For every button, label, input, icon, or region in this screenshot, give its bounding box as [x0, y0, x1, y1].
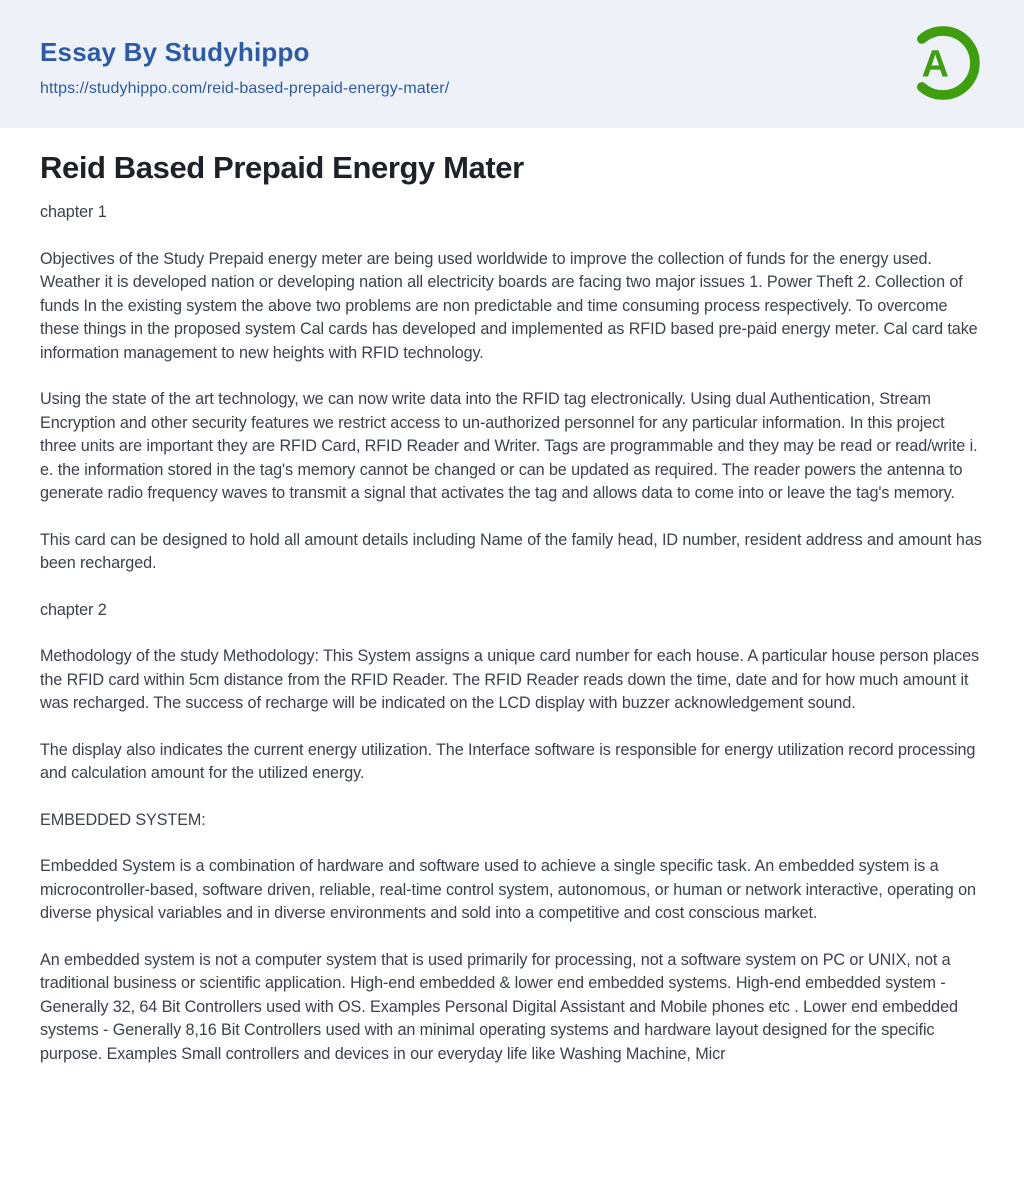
- studyhippo-logo: [900, 20, 984, 106]
- essay-url-link[interactable]: https://studyhippo.com/reid-based-prepaid-energy-mater/: [40, 79, 450, 97]
- essay-paragraph: Objectives of the Study Prepaid energy meter are being used worldwide to improve the collection of funds for the energy used. Weather it is developed nation or developing nation all electricity boards are facing two major issues 1. Power Theft 2. Collection of funds In the existing system the above two problems are non predictable and time consuming process respectively. To overcome these things in the proposed system Cal cards has developed and implemented as RFID based pre-paid energy meter. Cal card take information management to new heights with RFID technology.: [40, 249, 978, 362]
- essay-paragraph: This card can be designed to hold all amount details including Name of the family head, ID number, resident address and amount has been recharged.: [40, 530, 982, 573]
- essay-content: [0, 128, 1024, 1066]
- site-brand: Essay By Studyhippo: [40, 37, 310, 67]
- chapter-label: chapter 2: [40, 600, 107, 619]
- page-header: [0, 0, 1024, 128]
- logo-arc-icon: [900, 20, 984, 106]
- chapter-label: chapter 1: [40, 203, 107, 222]
- essay-paragraph: Embedded System is a combination of hardware and software used to achieve a single specific task. An embedded system is a microcontroller-based, software driven, reliable, real-time control system, autonomous, or human or network interactive, operating on diverse physical variables and in diverse environments and sold into a competitive and cost conscious market.: [40, 857, 976, 923]
- section-heading: EMBEDDED SYSTEM:: [40, 810, 206, 829]
- essay-paragraph: Methodology of the study Methodology: This System assigns a unique card number for each house. A particular house person places the RFID card within 5cm distance from the RFID Reader. The RFID Reader reads down the time, date and for how much amount it was recharged. The success of recharge will be indicated on the LCD display with buzzer acknowledgement sound.: [40, 647, 980, 713]
- essay-paragraph: Using the state of the art technology, we can now write data into the RFID tag electronically. Using dual Authentication, Stream Encryption and other security features we restrict access to un-authorized personnel for any particular information. In this project three units are important they are RFID Card, RFID Reader and Writer. Tags are programmable and they may be read or read/write i. e. the information stored in the tag's memory cannot be changed or can be updated as required. The reader powers the antenna to generate radio frequency waves to transmit a signal that activates the tag and allows data to come into or leave the tag's memory.: [40, 390, 978, 503]
- logo-letter: A: [921, 43, 949, 86]
- essay-paragraph: An embedded system is not a computer system that is used primarily for processing, not a software system on PC or UNIX, not a traditional business or scientific application. High-end embedded & lower end embedded systems. High-end embedded system - Generally 32, 64 Bit Controllers used with OS. Examples Personal Digital Assistant and Mobile phones etc . Lower end embedded systems - Generally 8,16 Bit Controllers used with an minimal operating systems and hardware layout designed for the specific purpose. Examples Small controllers and devices in our everyday life like Washing Machine, Micr: [40, 950, 958, 1063]
- essay-paragraph: The display also indicates the current energy utilization. The Interface software is responsible for energy utilization record processing and calculation amount for the utilized energy.: [40, 740, 976, 783]
- essay-title: Reid Based Prepaid Energy Mater: [40, 150, 524, 185]
